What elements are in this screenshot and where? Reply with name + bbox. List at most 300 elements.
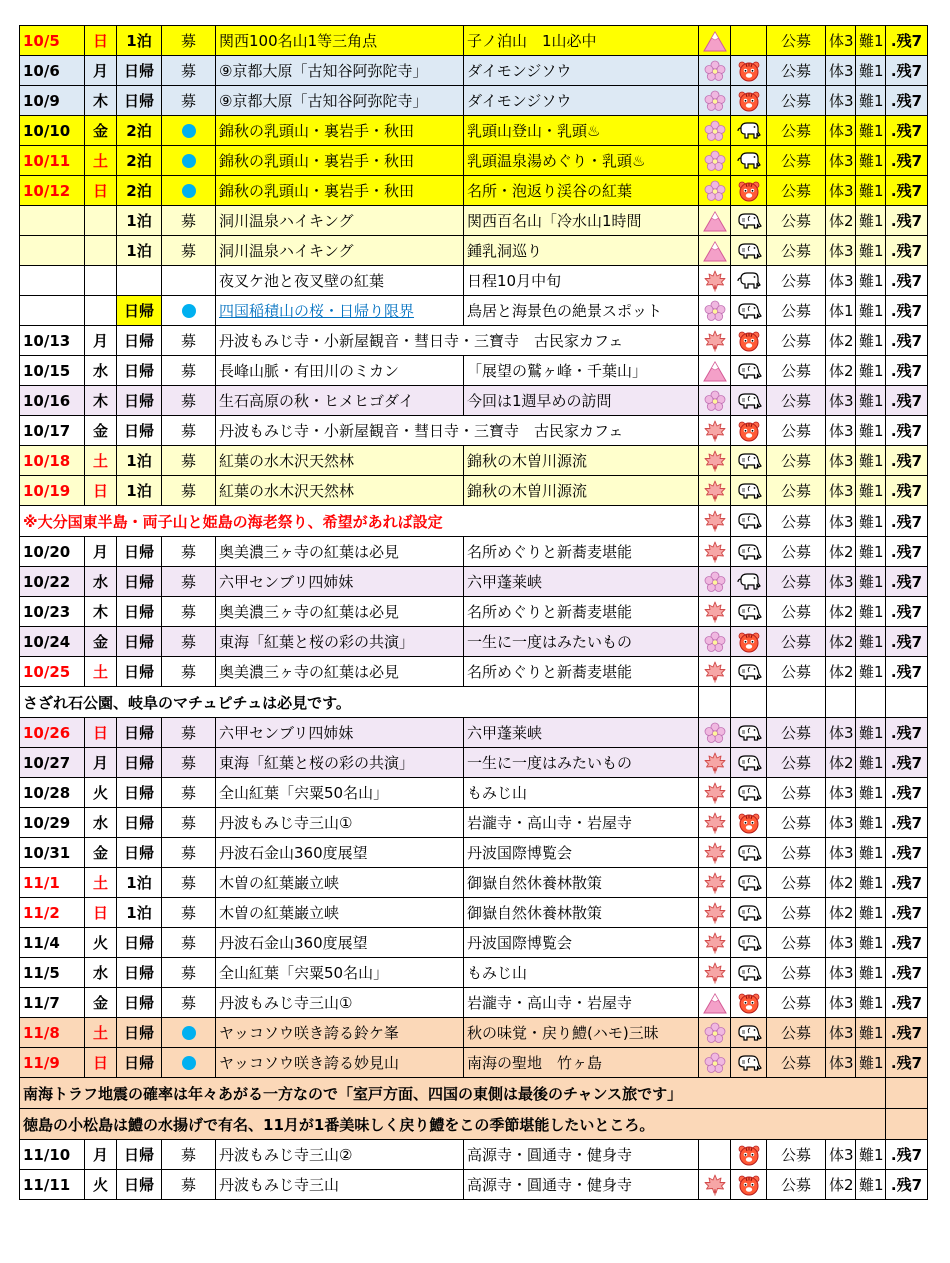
- seats-remaining: .残7: [886, 868, 928, 898]
- event-weekday: [85, 266, 117, 296]
- icon-cell-icon1: [699, 116, 731, 146]
- event-weekday: 水: [85, 958, 117, 988]
- seats-remaining: .残7: [886, 386, 928, 416]
- trip-length: 日帰: [117, 748, 162, 778]
- seats-remaining: .残7: [886, 296, 928, 326]
- event-subtitle: 名所めぐりと新蕎麦堪能: [464, 597, 699, 627]
- seats-remaining: .残7: [886, 748, 928, 778]
- table-row: [20, 1140, 928, 1170]
- recruit-mark: 募: [162, 597, 216, 627]
- recruit-mark: 募: [162, 236, 216, 266]
- elephant2-icon: [736, 601, 762, 623]
- icon-cell-icon1: [699, 506, 731, 537]
- empty-cell: [886, 687, 928, 718]
- event-date: [20, 296, 85, 326]
- event-date: 10/18: [20, 446, 85, 476]
- seats-remaining: .残7: [886, 236, 928, 266]
- stamina-level: 体3: [826, 176, 856, 206]
- event-weekday: 日: [85, 476, 117, 506]
- event-title: 全山紅葉「宍粟50名山」: [216, 778, 464, 808]
- elephant-icon: [736, 270, 762, 292]
- difficulty-level: 難1: [856, 958, 886, 988]
- stamina-level: 体3: [826, 506, 856, 537]
- maple-icon: [704, 1174, 726, 1196]
- event-subtitle: 岩瀧寺・高山寺・岩屋寺: [464, 808, 699, 838]
- event-date: 10/24: [20, 627, 85, 657]
- table-row: [20, 808, 928, 838]
- event-date: 10/23: [20, 597, 85, 627]
- event-subtitle: 御嶽自然休養林散策: [464, 898, 699, 928]
- icon-cell-icon1: [699, 26, 731, 56]
- icon-cell-icon2: [731, 176, 767, 206]
- table-row: [20, 928, 928, 958]
- elephant2-icon: [736, 962, 762, 984]
- event-date: 11/4: [20, 928, 85, 958]
- recruit-mark: 募: [162, 206, 216, 236]
- stamina-level: 体3: [826, 838, 856, 868]
- event-subtitle: 乳頭山登山・乳頭♨: [464, 116, 699, 146]
- icon-cell-icon2: [731, 838, 767, 868]
- icon-cell-icon1: [699, 657, 731, 687]
- event-date: 10/12: [20, 176, 85, 206]
- trip-length: 日帰: [117, 808, 162, 838]
- event-subtitle: 秋の味覚・戻り鱧(ハモ)三昧: [464, 1018, 699, 1048]
- seats-remaining: .残7: [886, 657, 928, 687]
- notice-text: ※大分国東半島・両子山と姫島の海老祭り、希望があれば設定: [20, 506, 699, 537]
- tiger-icon: [737, 1144, 761, 1166]
- icon-cell-icon1: [699, 86, 731, 116]
- event-date: 10/28: [20, 778, 85, 808]
- table-row: [20, 146, 928, 176]
- icon-cell-icon1: [699, 1018, 731, 1048]
- mountain-icon: [703, 210, 727, 232]
- flower-icon: [704, 90, 726, 112]
- icon-cell-icon1: [699, 988, 731, 1018]
- icon-cell-icon2: [731, 206, 767, 236]
- event-weekday: 水: [85, 808, 117, 838]
- event-date: 10/19: [20, 476, 85, 506]
- icon-cell-icon2: [731, 627, 767, 657]
- elephant2-icon: [736, 300, 762, 322]
- icon-cell-icon1: [699, 176, 731, 206]
- table-row: [20, 56, 928, 86]
- notice-text: 南海トラフ地震の確率は年々あがる一方なので「室戸方面、四国の東側は最後のチャンス旅です」: [20, 1078, 886, 1109]
- event-weekday: 火: [85, 1170, 117, 1200]
- recruit-status: 公募: [767, 26, 826, 56]
- recruit-mark: 募: [162, 657, 216, 687]
- event-title: 紅葉の水木沢天然林: [216, 446, 464, 476]
- seats-remaining: .残7: [886, 627, 928, 657]
- seats-remaining: .残7: [886, 206, 928, 236]
- tiger-icon: [737, 631, 761, 653]
- icon-cell-icon2: [731, 356, 767, 386]
- difficulty-level: 難1: [856, 838, 886, 868]
- elephant2-icon: [736, 722, 762, 744]
- elephant2-icon: [736, 360, 762, 382]
- maple-icon: [704, 541, 726, 563]
- trip-length: 2泊: [117, 146, 162, 176]
- icon-cell-icon2: [731, 868, 767, 898]
- trip-length: 日帰: [117, 928, 162, 958]
- maple-icon: [704, 510, 726, 532]
- table-row: [20, 236, 928, 266]
- recruit-status: 公募: [767, 928, 826, 958]
- notice-text: さざれ石公園、岐阜のマチュピチュは必見です。: [20, 687, 699, 718]
- event-weekday: 火: [85, 778, 117, 808]
- icon-cell-icon2: [731, 386, 767, 416]
- event-date: 11/7: [20, 988, 85, 1018]
- elephant2-icon: [736, 1022, 762, 1044]
- difficulty-level: 難1: [856, 868, 886, 898]
- event-date: 10/9: [20, 86, 85, 116]
- seats-remaining: .残7: [886, 988, 928, 1018]
- elephant-icon: [736, 120, 762, 142]
- recruit-mark: 募: [162, 748, 216, 778]
- elephant2-icon: [736, 240, 762, 262]
- difficulty-level: 難1: [856, 1048, 886, 1078]
- difficulty-level: 難1: [856, 476, 886, 506]
- icon-cell-icon1: [699, 386, 731, 416]
- mountain-icon: [703, 992, 727, 1014]
- difficulty-level: 難1: [856, 416, 886, 446]
- trip-length: 日帰: [117, 86, 162, 116]
- elephant2-icon: [736, 932, 762, 954]
- elephant2-icon: [736, 541, 762, 563]
- recruit-status: 公募: [767, 446, 826, 476]
- event-weekday: [85, 296, 117, 326]
- event-weekday: 金: [85, 988, 117, 1018]
- maple-icon: [704, 812, 726, 834]
- event-title: 全山紅葉「宍粟50名山」: [216, 958, 464, 988]
- seats-remaining: .残7: [886, 838, 928, 868]
- event-date: 11/2: [20, 898, 85, 928]
- recruit-status: 公募: [767, 476, 826, 506]
- event-title: 木曽の紅葉巌立峡: [216, 898, 464, 928]
- recruit-status: 公募: [767, 1018, 826, 1048]
- recruit-mark: 募: [162, 868, 216, 898]
- event-weekday: 土: [85, 146, 117, 176]
- event-date: 10/15: [20, 356, 85, 386]
- difficulty-level: 難1: [856, 1018, 886, 1048]
- trip-length: 日帰: [117, 1048, 162, 1078]
- difficulty-level: 難1: [856, 928, 886, 958]
- event-subtitle: ダイモンジソウ: [464, 56, 699, 86]
- recruit-status: 公募: [767, 1048, 826, 1078]
- maple-icon: [704, 450, 726, 472]
- maple-icon: [704, 782, 726, 804]
- stamina-level: 体3: [826, 416, 856, 446]
- recruit-mark: 募: [162, 1140, 216, 1170]
- recruit-status: 公募: [767, 898, 826, 928]
- event-weekday: [85, 236, 117, 266]
- icon-cell-icon1: [699, 958, 731, 988]
- event-date: [20, 206, 85, 236]
- recruit-status: 公募: [767, 988, 826, 1018]
- event-weekday: 土: [85, 446, 117, 476]
- difficulty-level: 難1: [856, 116, 886, 146]
- difficulty-level: 難1: [856, 206, 886, 236]
- trip-length: [117, 266, 162, 296]
- event-subtitle: 関西百名山「冷水山1時間: [464, 206, 699, 236]
- event-title: 夜叉ケ池と夜叉壁の紅葉: [216, 266, 464, 296]
- table-row: [20, 657, 928, 687]
- recruit-mark: 募: [162, 386, 216, 416]
- event-subtitle: 一生に一度はみたいもの: [464, 627, 699, 657]
- table-row: [20, 176, 928, 206]
- seats-remaining: .残7: [886, 1140, 928, 1170]
- icon-cell-icon1: [699, 718, 731, 748]
- event-title: 長峰山脈・有田川のミカン: [216, 356, 464, 386]
- recruit-status: 公募: [767, 86, 826, 116]
- maple-icon: [704, 962, 726, 984]
- trip-length: 2泊: [117, 116, 162, 146]
- maple-icon: [704, 752, 726, 774]
- event-weekday: 日: [85, 176, 117, 206]
- stamina-level: 体2: [826, 537, 856, 567]
- event-weekday: 日: [85, 26, 117, 56]
- maple-icon: [704, 330, 726, 352]
- event-date: 11/5: [20, 958, 85, 988]
- icon-cell-icon1: [699, 778, 731, 808]
- seats-remaining: .残7: [886, 476, 928, 506]
- icon-cell-icon1: [699, 838, 731, 868]
- icon-cell-icon2: [731, 56, 767, 86]
- seats-remaining: .残7: [886, 56, 928, 86]
- event-title: 丹波もみじ寺・小新屋観音・彗日寺・三寶寺 古民家カフェ: [216, 326, 699, 356]
- icon-cell-icon2: [731, 778, 767, 808]
- flower-icon: [704, 60, 726, 82]
- icon-cell-icon2: [731, 567, 767, 597]
- icon-cell-icon1: [699, 266, 731, 296]
- stamina-level: 体3: [826, 928, 856, 958]
- event-title: 関西100名山1等三角点: [216, 26, 464, 56]
- schedule-table: [19, 25, 928, 1200]
- seats-remaining: .残7: [886, 537, 928, 567]
- stamina-level: 体3: [826, 808, 856, 838]
- elephant-icon: [736, 571, 762, 593]
- empty-cell: [731, 687, 767, 718]
- elephant2-icon: [736, 752, 762, 774]
- icon-cell-icon1: [699, 416, 731, 446]
- table-row: [20, 446, 928, 476]
- trip-length: 日帰: [117, 386, 162, 416]
- stamina-level: 体3: [826, 116, 856, 146]
- maple-icon: [704, 270, 726, 292]
- table-row: [20, 1170, 928, 1200]
- event-weekday: 木: [85, 386, 117, 416]
- event-weekday: 金: [85, 838, 117, 868]
- icon-cell-icon2: [731, 1140, 767, 1170]
- event-subtitle: 鳥居と海景色の絶景スポット: [464, 296, 699, 326]
- empty-cell: [856, 687, 886, 718]
- event-date: 10/29: [20, 808, 85, 838]
- event-title: 錦秋の乳頭山・裏岩手・秋田: [216, 116, 464, 146]
- event-subtitle: 名所・泡返り渓谷の紅葉: [464, 176, 699, 206]
- event-weekday: [85, 206, 117, 236]
- event-date: 10/20: [20, 537, 85, 567]
- trip-length: 1泊: [117, 476, 162, 506]
- recruit-mark: 募: [162, 416, 216, 446]
- trip-length: 1泊: [117, 26, 162, 56]
- recruit-mark: 募: [162, 1170, 216, 1200]
- stamina-level: 体3: [826, 146, 856, 176]
- difficulty-level: 難1: [856, 718, 886, 748]
- seats-remaining: .残7: [886, 266, 928, 296]
- table-row: [20, 116, 928, 146]
- recruit-mark: 募: [162, 988, 216, 1018]
- stamina-level: 体3: [826, 86, 856, 116]
- event-title: 奥美濃三ヶ寺の紅葉は必見: [216, 597, 464, 627]
- recruit-status: 公募: [767, 356, 826, 386]
- recruit-status: 公募: [767, 537, 826, 567]
- event-weekday: 土: [85, 657, 117, 687]
- icon-cell-icon1: [699, 236, 731, 266]
- event-date: [20, 266, 85, 296]
- recruit-status: 公募: [767, 506, 826, 537]
- recruit-mark: 募: [162, 958, 216, 988]
- table-row: [20, 597, 928, 627]
- event-date: 11/10: [20, 1140, 85, 1170]
- seats-remaining: .残7: [886, 778, 928, 808]
- difficulty-level: 難1: [856, 56, 886, 86]
- stamina-level: 体3: [826, 1140, 856, 1170]
- event-title: 丹波石金山360度展望: [216, 928, 464, 958]
- event-date: 10/25: [20, 657, 85, 687]
- difficulty-level: 難1: [856, 567, 886, 597]
- seats-remaining: .残7: [886, 898, 928, 928]
- tiger-icon: [737, 992, 761, 1014]
- maple-icon: [704, 601, 726, 623]
- event-title: 丹波もみじ寺三山①: [216, 808, 464, 838]
- stamina-level: 体2: [826, 1170, 856, 1200]
- icon-cell-icon2: [731, 446, 767, 476]
- recommended-dot-icon: [182, 1026, 196, 1040]
- recruit-mark: 募: [162, 56, 216, 86]
- event-date: 10/10: [20, 116, 85, 146]
- difficulty-level: 難1: [856, 326, 886, 356]
- event-subtitle: 一生に一度はみたいもの: [464, 748, 699, 778]
- trip-length: 日帰: [117, 356, 162, 386]
- event-subtitle: 子ノ泊山 1山必中: [464, 26, 699, 56]
- event-title: 奥美濃三ヶ寺の紅葉は必見: [216, 657, 464, 687]
- event-title[interactable]: [216, 296, 464, 326]
- elephant2-icon: [736, 661, 762, 683]
- icon-cell-icon1: [699, 356, 731, 386]
- difficulty-level: 難1: [856, 808, 886, 838]
- recruit-status: 公募: [767, 416, 826, 446]
- trip-length: 日帰: [117, 326, 162, 356]
- icon-cell-icon1: [699, 808, 731, 838]
- event-title: 丹波もみじ寺三山: [216, 1170, 464, 1200]
- elephant2-icon: [736, 210, 762, 232]
- tiger-icon: [737, 812, 761, 834]
- stamina-level: 体3: [826, 958, 856, 988]
- recruit-status: 公募: [767, 176, 826, 206]
- recruit-status: 公募: [767, 56, 826, 86]
- icon-cell-icon1: [699, 1048, 731, 1078]
- flower-icon: [704, 631, 726, 653]
- table-row: [20, 988, 928, 1018]
- recruit-status: 公募: [767, 808, 826, 838]
- difficulty-level: 難1: [856, 506, 886, 537]
- elephant2-icon: [736, 782, 762, 804]
- stamina-level: 体3: [826, 718, 856, 748]
- event-date: 10/22: [20, 567, 85, 597]
- stamina-level: 体3: [826, 567, 856, 597]
- stamina-level: 体3: [826, 476, 856, 506]
- maple-icon: [704, 480, 726, 502]
- event-subtitle: 錦秋の木曽川源流: [464, 446, 699, 476]
- seats-remaining: .残7: [886, 146, 928, 176]
- difficulty-level: 難1: [856, 296, 886, 326]
- event-title: ⑨京都大原「古知谷阿弥陀寺」: [216, 86, 464, 116]
- table-row: [20, 86, 928, 116]
- stamina-level: 体3: [826, 988, 856, 1018]
- recommended-dot-icon: [182, 124, 196, 138]
- icon-cell-icon1: [699, 928, 731, 958]
- recruit-mark: 募: [162, 26, 216, 56]
- event-date: 10/5: [20, 26, 85, 56]
- seats-remaining: .残7: [886, 597, 928, 627]
- stamina-level: 体2: [826, 206, 856, 236]
- event-title: ヤッコソウ咲き誇る妙見山: [216, 1048, 464, 1078]
- tiger-icon: [737, 330, 761, 352]
- recruit-mark: 募: [162, 898, 216, 928]
- difficulty-level: 難1: [856, 537, 886, 567]
- tiger-icon: [737, 90, 761, 112]
- event-subtitle: 丹波国際博覧会: [464, 838, 699, 868]
- seats-remaining: .残7: [886, 116, 928, 146]
- elephant2-icon: [736, 480, 762, 502]
- flower-icon: [704, 1052, 726, 1074]
- event-weekday: 金: [85, 416, 117, 446]
- event-title: 錦秋の乳頭山・裏岩手・秋田: [216, 146, 464, 176]
- icon-cell-icon1: [699, 326, 731, 356]
- icon-cell-icon2: [731, 416, 767, 446]
- table-row: [20, 958, 928, 988]
- flower-icon: [704, 571, 726, 593]
- event-title: 奥美濃三ヶ寺の紅葉は必見: [216, 537, 464, 567]
- seats-remaining: .残7: [886, 1048, 928, 1078]
- seats-remaining: .残7: [886, 567, 928, 597]
- event-subtitle: 名所めぐりと新蕎麦堪能: [464, 537, 699, 567]
- seats-remaining: .残7: [886, 1018, 928, 1048]
- event-date: 11/9: [20, 1048, 85, 1078]
- difficulty-level: 難1: [856, 386, 886, 416]
- trip-length: 日帰: [117, 988, 162, 1018]
- trip-length: 1泊: [117, 868, 162, 898]
- recruit-status: 公募: [767, 567, 826, 597]
- recruit-status: 公募: [767, 778, 826, 808]
- icon-cell-icon2: [731, 1048, 767, 1078]
- recruit-status: 公募: [767, 1170, 826, 1200]
- event-title: ⑨京都大原「古知谷阿弥陀寺」: [216, 56, 464, 86]
- event-title-link[interactable]: 四国稲積山の桜・日帰り限界: [219, 302, 415, 320]
- recruit-mark: 募: [162, 627, 216, 657]
- flower-icon: [704, 390, 726, 412]
- event-weekday: 水: [85, 567, 117, 597]
- recruit-status: 公募: [767, 266, 826, 296]
- tiger-icon: [737, 60, 761, 82]
- icon-cell-icon1: [699, 868, 731, 898]
- recruit-mark: 募: [162, 476, 216, 506]
- event-subtitle: 名所めぐりと新蕎麦堪能: [464, 657, 699, 687]
- elephant-icon: [736, 150, 762, 172]
- difficulty-level: 難1: [856, 657, 886, 687]
- recruit-mark: [162, 176, 216, 206]
- recruit-mark: [162, 116, 216, 146]
- table-row: [20, 898, 928, 928]
